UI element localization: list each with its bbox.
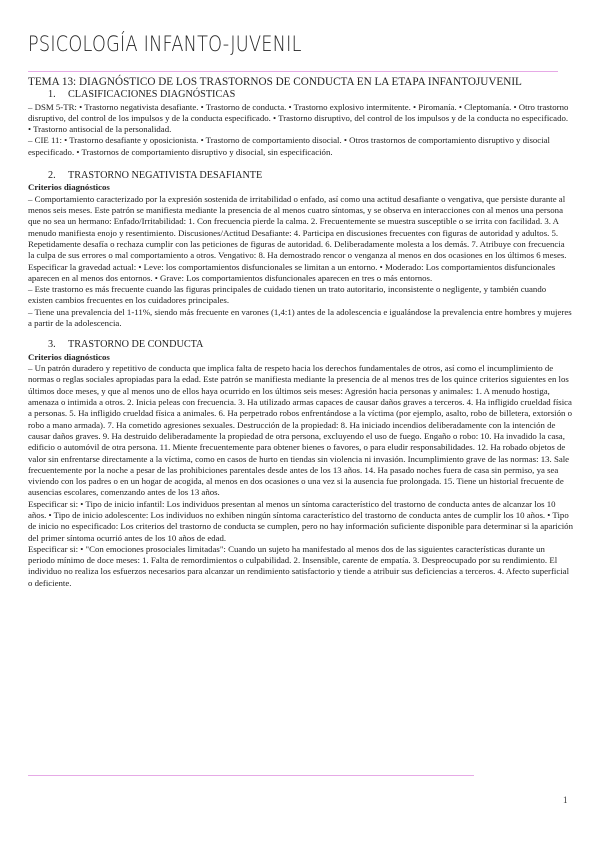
section-trastorno-de-conducta <box>28 339 573 589</box>
section-heading-text: TRASTORNO DE CONDUCTA <box>68 339 204 351</box>
spacer <box>28 158 573 170</box>
paragraph: – Este trastorno es más frecuente cuando las figuras principales de cuidado tienen un trato autoritario, inconsistente o negligente, y también cuando existen cambios frecuentes en los cuidadores principales. <box>28 284 547 306</box>
paragraph: – Tiene una prevalencia del 1-11%, siendo más frecuente en varones (1,4:1) antes de la adolescencia e igualándose la prevalencia entre hombres y mujeres a partir de la adolescencia. <box>28 306 572 329</box>
paragraph: Especificar la gravedad actual: • Leve: los comportamientos disfuncionales se limitan a un entorno. • Moderado: Los comportamientos disfuncionales aparecen en al menos dos entornos. • Grave: Los comportamientos disfuncionales aparecen en tres o más entornos. <box>28 261 556 283</box>
paragraph: – Un patrón duradero y repetitivo de conducta que implica falta de respeto hacia los derechos fundamentales de otros, así como el incumplimiento de normas o reglas sociales apropiadas para la edad. Este patrón se manifiesta mediante la presencia de al menos tres de los quince criterios siguientes en los últimos doce meses, y que al menos uno de ellos haya ocurrido en los últimos seis meses: Agresión hacia personas y animales: 1. A menudo hostiga, amenaza o intimida a otros. 2. Inicia peleas con frecuencia. 3. Ha utilizado armas capaces de causar daños graves a terceros. 4. Ha infligido crueldad física a personas. 5. Ha infligido crueldad física a animales. 6. Ha perpetrado robos enfrentándose a la víctima (por ejemplo, asalto, robo de billetera, extorsión o robo a mano armada). 7. Ha cometido agresiones sexuales. Destrucción de la propiedad: 8. Ha iniciado incendios deliberadamente con la intención de causar daños graves. 9. Ha destruido deliberadamente la propiedad de otra persona, excluyendo el uso de fuego. Engaño o robo: 10. Ha invadido la casa, edificio o automóvil de otra persona. 11. Miente frecuentemente para obtener bienes o favores, o para eludir responsabilidades. 12. Ha robado objetos de valor sin enfrentarse directamente a la víctima, como en casos de hurto en tiendas sin violencia ni invasión. Incumplimiento grave de las normas: 13. Sale frecuentemente por la noche a pesar de las prohibiciones parentales desde antes de los 13 años. 14. Ha pasado noches fuera de casa sin permiso, ya sea viviendo con los padres o en un hogar de acogida, al menos en dos ocasiones o una vez si la ausencia fue prolongada. 15. Tiene un historial frecuente de ausencias escolares, comenzando antes de los 13 años. <box>28 363 572 498</box>
paragraph: – CIE 11: • Trastorno desafiante y oposicionista. • Trastorno de comportamiento disocial. • Otros trastornos de comportamiento disruptivo y disocial especificado. • Trastornos de comportamiento disruptivo y disocial, sin especificación. <box>28 135 550 157</box>
paragraph: – DSM 5-TR: • Trastorno negativista desafiante. • Trastorno de conducta. • Trastorno explosivo intermitente. • Piromanía. • Cleptomanía. • Otro trastorno disruptivo, del control de los impulsos y de la conducta especificado. • Trastorno disruptivo, del control de los impulsos y de la conducta no especificado. • Trastorno antisocial de la personalidad. <box>28 101 569 135</box>
paragraph: Especificar si: • Tipo de inicio infantil: Los individuos presentan al menos un síntoma característico del trastorno de conducta antes de alcanzar los 10 años. • Tipo de inicio adolescente: Los individuos no exhiben ningún síntoma característico del trastorno de conducta antes de cumplir los 10 años. • Tipo de inicio no especificado: Los criterios del trastorno de conducta se cumplen, pero no hay información suficiente disponible para determinar si la aparición del primer síntoma ocurrió antes de los 10 años de edad. <box>28 498 573 543</box>
header-divider <box>28 71 558 72</box>
page-number: 1 <box>563 795 568 805</box>
footer-divider <box>28 775 474 776</box>
section-clasificaciones <box>28 89 573 158</box>
paragraph: – Comportamiento caracterizado por la expresión sostenida de irritabilidad o enfado, así como una actitud desafiante o vengativa, que persiste durante al menos seis meses. Este patrón se manifiesta mediante la presencia de al menos cuatro síntomas, y se observa en interacciones con al menos una persona que no sea un hermano: Enfado/Irritabilidad: 1. Con frecuencia pierde la calma. 2. Frecuentemente se muestra susceptible o se irrita con facilidad. 3. A menudo manifiesta enojo y resentimiento. Discusiones/Actitud Desafiante: 4. Participa en discusiones frecuentes con figuras de autoridad y adultos. 5. Repetidamente desafía o rechaza cumplir con las peticiones de figuras de autoridad. 6. Deliberadamente molesta a los demás. 7. Atribuye con frecuencia la culpa de sus errores o mal comportamiento a otros. Vengativo: 8. Ha demostrado rencor o venganza al menos en dos ocasiones en los últimos 6 meses. <box>28 193 567 261</box>
section-number: 3. <box>48 339 56 351</box>
subheading: Criterios diagnósticos <box>28 182 110 193</box>
section-negativista-desafiante <box>28 170 573 329</box>
subheading: Criterios diagnósticos <box>28 351 110 362</box>
section-heading-text: TRASTORNO NEGATIVISTA DESAFIANTE <box>68 169 263 181</box>
document-body <box>28 76 573 589</box>
page-header-title: PSICOLOGÍA INFANTO-JUVENIL <box>28 32 302 56</box>
section-number: 2. <box>48 169 56 181</box>
section-number: 1. <box>48 89 56 100</box>
document-title: TEMA 13: DIAGNÓSTICO DE LOS TRASTORNOS DE CONDUCTA EN LA ETAPA INFANTOJUVENIL <box>28 76 522 88</box>
section-heading-text: CLASIFICACIONES DIAGNÓSTICAS <box>68 89 236 100</box>
section-heading <box>28 339 573 352</box>
spacer <box>28 329 573 339</box>
section-heading <box>28 89 573 102</box>
paragraph: Especificar si: • "Con emociones prosociales limitadas": Cuando un sujeto ha manifestado al menos dos de las siguientes características durante un periodo mínimo de doce meses: 1. Falta de remordimientos o culpabilidad. 2. Insensible, carente de empatía. 3. Despreocupado por su rendimiento. El individuo no realiza los esfuerzos necesarios para alcanzar un rendimiento satisfactorio y tiende a atribuir sus deficiencias a terceros. 4. Afecto superficial o deficiente. <box>28 543 570 588</box>
section-heading <box>28 170 573 183</box>
